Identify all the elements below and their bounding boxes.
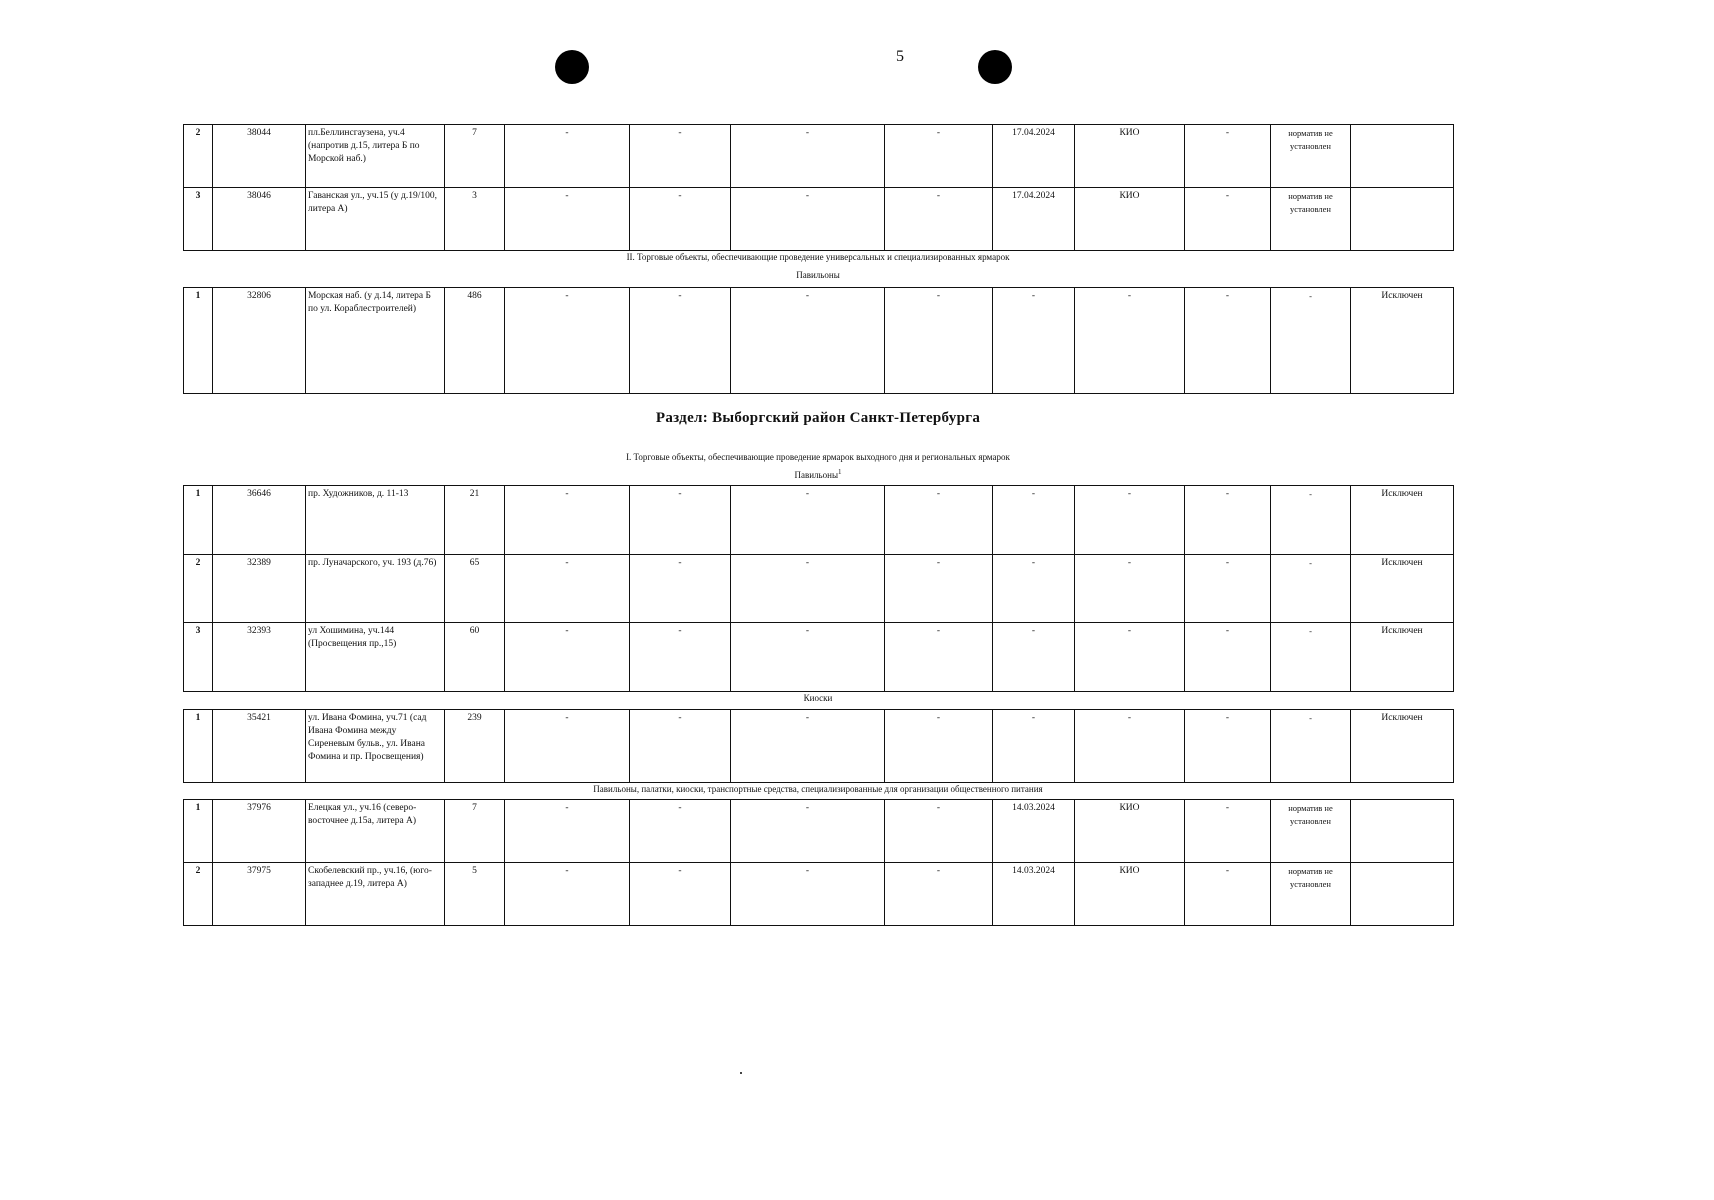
dash-cell: - bbox=[885, 288, 993, 394]
table-row bbox=[184, 554, 1454, 623]
objects-table-pavilions-fairs bbox=[183, 287, 1454, 394]
org-cell: - bbox=[1075, 623, 1185, 692]
norm-cell: норматив не установлен bbox=[1271, 188, 1351, 251]
area-cell: 5 bbox=[445, 863, 505, 926]
status-cell: Исключен bbox=[1351, 288, 1454, 394]
scan-speck bbox=[740, 1072, 742, 1074]
org-cell: - bbox=[1075, 486, 1185, 555]
object-code: 32393 bbox=[213, 623, 306, 692]
address-cell: пр. Художников, д. 11-13 bbox=[306, 486, 445, 555]
norm-cell: норматив не установлен bbox=[1271, 125, 1351, 188]
address-cell: Елецкая ул., уч.16 (северо-восточнее д.15а, литера А) bbox=[306, 800, 445, 863]
dash-cell: - bbox=[630, 863, 731, 926]
table-row bbox=[184, 623, 1454, 692]
status-cell bbox=[1351, 800, 1454, 863]
section-caption-weekend-fairs: I. Торговые объекты, обеспечивающие проведение ярмарок выходного дня и региональных ярмарок bbox=[626, 452, 1010, 462]
address-cell: ул Хошимина, уч.144 (Просвещения пр.,15) bbox=[306, 623, 445, 692]
dash-cell: - bbox=[1185, 288, 1271, 394]
dash-cell: - bbox=[505, 486, 630, 555]
row-number: 1 bbox=[184, 800, 213, 863]
dash-cell: - bbox=[630, 710, 731, 783]
date-cell: - bbox=[993, 554, 1075, 623]
org-cell: КИО bbox=[1075, 863, 1185, 926]
dash-cell: - bbox=[731, 800, 885, 863]
status-cell: Исключен bbox=[1351, 554, 1454, 623]
status-cell bbox=[1351, 125, 1454, 188]
punch-hole-right bbox=[978, 50, 1012, 84]
object-code: 32389 bbox=[213, 554, 306, 623]
dash-cell: - bbox=[505, 288, 630, 394]
row-number: 3 bbox=[184, 188, 213, 251]
object-code: 38044 bbox=[213, 125, 306, 188]
dash-cell: - bbox=[1185, 554, 1271, 623]
punch-hole-left bbox=[555, 50, 589, 84]
section-caption-fairs: II. Торговые объекты, обеспечивающие проведение универсальных и специализированных ярмарок bbox=[626, 252, 1010, 262]
date-cell: - bbox=[993, 486, 1075, 555]
table-row bbox=[184, 800, 1454, 863]
area-cell: 60 bbox=[445, 623, 505, 692]
address-cell: пр. Луначарского, уч. 193 (д.76) bbox=[306, 554, 445, 623]
table-row bbox=[184, 125, 1454, 188]
dash-cell: - bbox=[630, 486, 731, 555]
dash-cell: - bbox=[731, 188, 885, 251]
dash-cell: - bbox=[1185, 486, 1271, 555]
page-number: 5 bbox=[896, 48, 904, 65]
org-cell: КИО bbox=[1075, 125, 1185, 188]
dash-cell: - bbox=[885, 125, 993, 188]
footnote-marker: 1 bbox=[838, 468, 842, 476]
org-cell: - bbox=[1075, 288, 1185, 394]
dash-cell: - bbox=[1185, 800, 1271, 863]
table-row bbox=[184, 486, 1454, 555]
table-subcaption-kiosks: Киоски bbox=[803, 693, 833, 703]
table-row bbox=[184, 288, 1454, 394]
dash-cell: - bbox=[885, 188, 993, 251]
table-subcaption-pavilions: Павильоны bbox=[796, 270, 840, 280]
table-row bbox=[184, 710, 1454, 783]
dash-cell: - bbox=[885, 554, 993, 623]
norm-cell: норматив не установлен bbox=[1271, 863, 1351, 926]
row-number: 1 bbox=[184, 486, 213, 555]
row-number: 1 bbox=[184, 288, 213, 394]
dash-cell: - bbox=[1185, 710, 1271, 783]
object-code: 35421 bbox=[213, 710, 306, 783]
objects-table-kiosks bbox=[183, 709, 1454, 783]
org-cell: КИО bbox=[1075, 188, 1185, 251]
object-code: 37976 bbox=[213, 800, 306, 863]
district-section-title: Раздел: Выборгский район Санкт-Петербурга bbox=[655, 410, 981, 426]
address-cell: Скобелевский пр., уч.16, (юго-западнее д.19, литера А) bbox=[306, 863, 445, 926]
status-cell bbox=[1351, 188, 1454, 251]
norm-cell: - bbox=[1271, 554, 1351, 623]
area-cell: 7 bbox=[445, 800, 505, 863]
area-cell: 7 bbox=[445, 125, 505, 188]
dash-cell: - bbox=[630, 623, 731, 692]
dash-cell: - bbox=[505, 710, 630, 783]
dash-cell: - bbox=[630, 125, 731, 188]
dash-cell: - bbox=[731, 486, 885, 555]
objects-table-pavilions-vyborg bbox=[183, 485, 1454, 692]
address-cell: ул. Ивана Фомина, уч.71 (сад Ивана Фомина между Сиреневым бульв., ул. Ивана Фомина и пр. Просвещения) bbox=[306, 710, 445, 783]
date-cell: 17.04.2024 bbox=[993, 125, 1075, 188]
area-cell: 239 bbox=[445, 710, 505, 783]
date-cell: 14.03.2024 bbox=[993, 863, 1075, 926]
row-number: 2 bbox=[184, 554, 213, 623]
org-cell: КИО bbox=[1075, 800, 1185, 863]
area-cell: 21 bbox=[445, 486, 505, 555]
table-subcaption-pavilions-vyborg: Павильоны$^1$ bbox=[794, 468, 842, 480]
org-cell: - bbox=[1075, 710, 1185, 783]
row-number: 3 bbox=[184, 623, 213, 692]
dash-cell: - bbox=[505, 554, 630, 623]
dash-cell: - bbox=[731, 710, 885, 783]
status-cell: Исключен bbox=[1351, 486, 1454, 555]
dash-cell: - bbox=[731, 863, 885, 926]
date-cell: 14.03.2024 bbox=[993, 800, 1075, 863]
dash-cell: - bbox=[1185, 863, 1271, 926]
date-cell: 17.04.2024 bbox=[993, 188, 1075, 251]
object-code: 32806 bbox=[213, 288, 306, 394]
area-cell: 65 bbox=[445, 554, 505, 623]
dash-cell: - bbox=[630, 188, 731, 251]
dash-cell: - bbox=[505, 800, 630, 863]
dash-cell: - bbox=[1185, 188, 1271, 251]
object-code: 36646 bbox=[213, 486, 306, 555]
dash-cell: - bbox=[885, 486, 993, 555]
norm-cell: - bbox=[1271, 486, 1351, 555]
dash-cell: - bbox=[505, 863, 630, 926]
date-cell: - bbox=[993, 710, 1075, 783]
dash-cell: - bbox=[630, 554, 731, 623]
date-cell: - bbox=[993, 623, 1075, 692]
object-code: 38046 bbox=[213, 188, 306, 251]
dash-cell: - bbox=[630, 800, 731, 863]
row-number: 1 bbox=[184, 710, 213, 783]
dash-cell: - bbox=[505, 623, 630, 692]
status-cell: Исключен bbox=[1351, 623, 1454, 692]
dash-cell: - bbox=[731, 288, 885, 394]
dash-cell: - bbox=[885, 623, 993, 692]
row-number: 2 bbox=[184, 863, 213, 926]
table-subcaption-catering: Павильоны, палатки, киоски, транспортные средства, специализированные для организации общественного питания bbox=[593, 784, 1043, 794]
area-cell: 486 bbox=[445, 288, 505, 394]
dash-cell: - bbox=[731, 125, 885, 188]
objects-table-continued bbox=[183, 124, 1454, 251]
dash-cell: - bbox=[885, 863, 993, 926]
dash-cell: - bbox=[885, 710, 993, 783]
norm-cell: - bbox=[1271, 623, 1351, 692]
table-row bbox=[184, 188, 1454, 251]
table-row bbox=[184, 863, 1454, 926]
area-cell: 3 bbox=[445, 188, 505, 251]
norm-cell: - bbox=[1271, 288, 1351, 394]
object-code: 37975 bbox=[213, 863, 306, 926]
status-cell bbox=[1351, 863, 1454, 926]
dash-cell: - bbox=[885, 800, 993, 863]
dash-cell: - bbox=[505, 125, 630, 188]
dash-cell: - bbox=[505, 188, 630, 251]
dash-cell: - bbox=[630, 288, 731, 394]
status-cell: Исключен bbox=[1351, 710, 1454, 783]
dash-cell: - bbox=[1185, 623, 1271, 692]
dash-cell: - bbox=[731, 623, 885, 692]
dash-cell: - bbox=[731, 554, 885, 623]
dash-cell: - bbox=[1185, 125, 1271, 188]
org-cell: - bbox=[1075, 554, 1185, 623]
norm-cell: норматив не установлен bbox=[1271, 800, 1351, 863]
date-cell: - bbox=[993, 288, 1075, 394]
address-cell: Гаванская ул., уч.15 (у д.19/100, литера А) bbox=[306, 188, 445, 251]
objects-table-catering bbox=[183, 799, 1454, 926]
norm-cell: - bbox=[1271, 710, 1351, 783]
address-cell: Морская наб. (у д.14, литера Б по ул. Кораблестроителей) bbox=[306, 288, 445, 394]
row-number: 2 bbox=[184, 125, 213, 188]
address-cell: пл.Беллинсгаузена, уч.4 (напротив д.15, литера Б по Морской наб.) bbox=[306, 125, 445, 188]
